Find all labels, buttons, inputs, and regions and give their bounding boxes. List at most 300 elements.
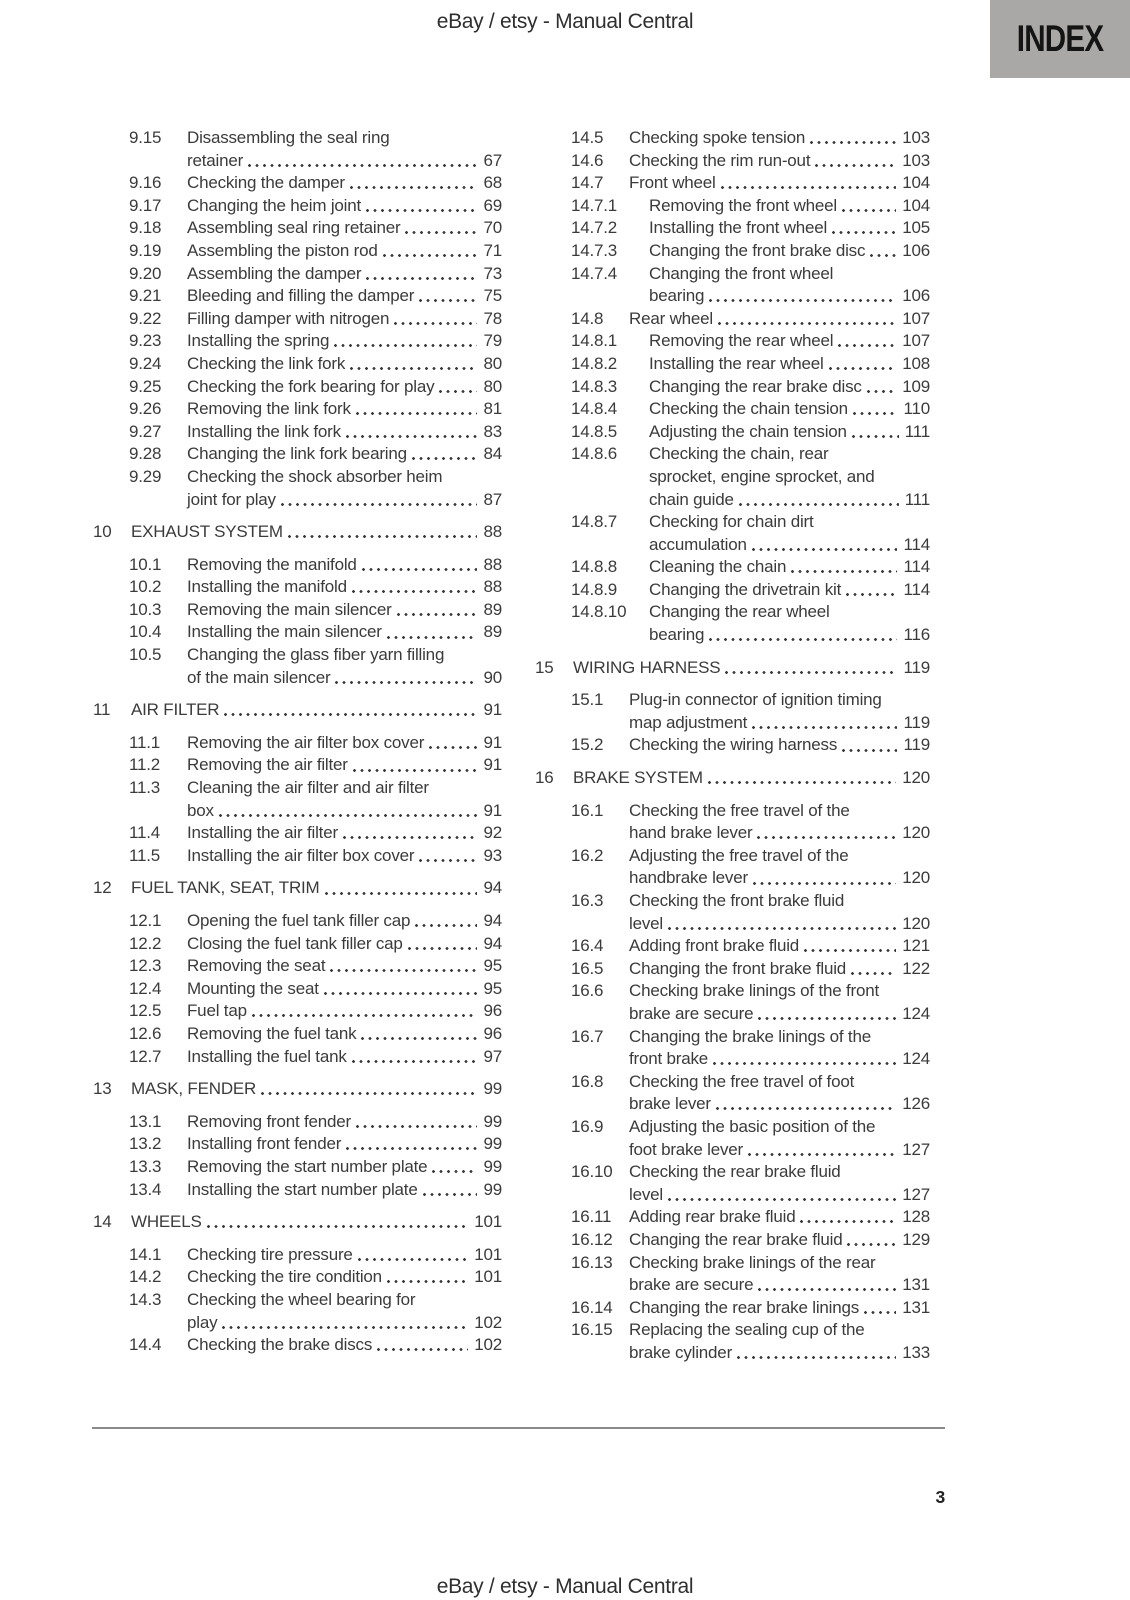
toc-entry-number: 10.3 xyxy=(129,599,162,619)
toc-entry-dot-leader xyxy=(709,637,897,642)
toc-entry-last-line xyxy=(629,172,930,195)
toc-entry xyxy=(535,353,930,376)
toc-entry-last-line xyxy=(629,1206,930,1229)
toc-entry-dot-leader xyxy=(716,1106,896,1111)
toc-entry-last-line xyxy=(629,308,930,331)
toc-entry-body xyxy=(649,195,930,218)
toc-entry-number: 9.22 xyxy=(129,308,162,328)
toc-entry-page: 90 xyxy=(483,667,502,687)
toc-entry-body xyxy=(187,777,502,822)
toc-entry-title-line: Replacing the sealing cup of the xyxy=(629,1320,865,1340)
toc-entry-number: 9.18 xyxy=(129,218,162,238)
index-badge xyxy=(990,0,1130,78)
toc-entry-body xyxy=(629,734,930,757)
toc-entry-dot-leader xyxy=(394,321,477,326)
toc-entry-body xyxy=(187,376,502,399)
toc-entry-last-line xyxy=(629,734,930,757)
toc-entry-title-line: Checking the chain tension xyxy=(649,399,848,419)
toc-entry-number: 14.8.4 xyxy=(571,399,618,419)
toc-entry-last-line xyxy=(649,489,930,512)
toc-entry xyxy=(93,822,502,845)
toc-entry-number: 10.5 xyxy=(129,645,162,665)
toc-entry-last-line xyxy=(649,398,930,421)
toc-entry-last-line xyxy=(187,599,502,622)
toc-entry-body xyxy=(187,443,502,466)
toc-entry-last-line xyxy=(187,667,502,690)
toc-entry-title-line: Changing the brake linings of the xyxy=(629,1026,871,1046)
toc-entry-title-line: Checking spoke tension xyxy=(629,128,806,147)
toc-entry-last-line xyxy=(187,576,502,599)
toc-entry-title-line: Installing front fender xyxy=(187,1134,342,1154)
toc-entry-body xyxy=(187,732,502,755)
toc-entry-page: 119 xyxy=(903,735,930,755)
toc-entry-last-line xyxy=(187,330,502,353)
toc-entry-title-line: level xyxy=(629,913,663,933)
toc-entry-dot-leader xyxy=(405,230,477,235)
toc-entry-last-line xyxy=(629,712,930,735)
toc-entry xyxy=(93,398,502,421)
toc-entry-last-line xyxy=(187,800,502,823)
toc-entry xyxy=(535,308,930,331)
toc-entry-dot-leader xyxy=(397,612,478,617)
toc-entry-last-line xyxy=(187,421,502,444)
toc-entry-last-line xyxy=(629,150,930,173)
toc-entry-last-line xyxy=(187,398,502,421)
toc-entry-number: 13.3 xyxy=(129,1156,162,1176)
toc-entry-title-line: AIR FILTER xyxy=(131,700,220,720)
toc-entry-dot-leader xyxy=(383,253,478,258)
toc-entry-body xyxy=(187,599,502,622)
toc-entry-last-line xyxy=(131,1078,502,1101)
toc-entry-body xyxy=(187,308,502,331)
toc-entry xyxy=(535,845,930,890)
toc-entry-number: 13.2 xyxy=(129,1134,162,1154)
toc-entry-title-line: front brake xyxy=(629,1049,709,1069)
toc-entry-number: 12.5 xyxy=(129,1001,162,1021)
toc-entry-body xyxy=(649,421,930,444)
toc-entry-dot-leader xyxy=(361,1036,477,1041)
toc-entry xyxy=(93,599,502,622)
toc-entry-body xyxy=(187,1334,502,1357)
toc-entry-page: 69 xyxy=(483,195,502,215)
page-title: eBay / etsy - Manual Central xyxy=(436,10,694,33)
toc-entry-body xyxy=(649,601,930,646)
toc-entry-body xyxy=(131,877,502,900)
toc-entry xyxy=(535,1252,930,1297)
toc-entry-page: 106 xyxy=(902,240,930,260)
toc-entry-body xyxy=(629,1026,930,1071)
toc-entry-title-line: Changing the rear wheel xyxy=(649,602,830,622)
toc-entry-dot-leader xyxy=(842,748,897,753)
toc-entry-page: 73 xyxy=(483,263,502,283)
toc-entry-title-line: Checking for chain dirt xyxy=(649,512,814,532)
toc-entry-page: 128 xyxy=(902,1207,930,1227)
toc-entry-dot-leader xyxy=(408,946,478,951)
toc-entry-title-line: Changing the link fork bearing xyxy=(187,444,407,464)
toc-entry-number: 14.8 xyxy=(571,308,604,328)
toc-entry xyxy=(535,1026,930,1071)
toc-entry-dot-leader xyxy=(853,411,898,416)
toc-entry xyxy=(93,1023,502,1046)
toc-entry-page: 121 xyxy=(902,936,930,956)
toc-entry xyxy=(535,935,930,958)
toc-entry-dot-leader xyxy=(810,140,896,145)
toc-entry-body xyxy=(187,398,502,421)
toc-entry-page: 71 xyxy=(483,240,502,260)
toc-entry xyxy=(535,980,930,1025)
toc-entry-body xyxy=(187,172,502,195)
toc-entry-dot-leader xyxy=(851,971,896,976)
toc-entry-number: 11.5 xyxy=(129,845,161,865)
toc-entry-last-line xyxy=(629,1184,930,1207)
toc-entry-last-line xyxy=(649,195,930,218)
toc-entry-page: 81 xyxy=(483,399,502,419)
toc-entry-dot-leader xyxy=(334,343,477,348)
toc-entry-last-line xyxy=(187,933,502,956)
toc-entry-body xyxy=(649,240,930,263)
toc-entry xyxy=(93,777,502,822)
toc-entry-body xyxy=(187,466,502,511)
toc-entry-page: 95 xyxy=(483,978,502,998)
toc-entry-number: 12 xyxy=(93,878,112,898)
toc-entry-title-line: Mounting the seat xyxy=(187,978,319,998)
toc-entry-title-line: brake lever xyxy=(629,1094,711,1114)
toc-entry-title-line: Checking the front brake fluid xyxy=(629,891,845,910)
toc-entry-dot-leader xyxy=(721,185,897,190)
toc-entry xyxy=(535,1071,930,1116)
toc-entry-page: 99 xyxy=(483,1111,502,1131)
toc-entry-dot-leader xyxy=(387,1279,468,1284)
toc-entry xyxy=(535,511,930,556)
toc-entry-dot-leader xyxy=(752,725,897,730)
toc-entry-title-line: Front wheel xyxy=(629,173,716,193)
toc-entry-last-line xyxy=(629,1229,930,1252)
toc-entry xyxy=(93,263,502,286)
toc-entry-dot-leader xyxy=(412,456,478,461)
toc-entry-number: 14 xyxy=(93,1212,112,1232)
toc-entry-last-line xyxy=(131,521,502,544)
toc-entry-body xyxy=(187,1244,502,1267)
toc-entry-dot-leader xyxy=(358,1257,469,1262)
toc-entry-last-line xyxy=(187,1179,502,1202)
page-number: 3 xyxy=(935,1487,945,1507)
toc-entry-number: 14.7 xyxy=(571,173,604,193)
toc-entry-title-line: brake cylinder xyxy=(629,1342,733,1362)
toc-entry xyxy=(535,217,930,240)
toc-entry-number: 13 xyxy=(93,1079,112,1099)
toc-entry-body xyxy=(629,1116,930,1161)
toc-entry-title-line: brake are secure xyxy=(629,1275,754,1295)
toc-entry-page: 108 xyxy=(902,353,930,373)
toc-entry-last-line xyxy=(187,285,502,308)
toc-entry xyxy=(535,443,930,511)
toc-entry-page: 101 xyxy=(474,1267,502,1287)
toc-entry-dot-leader xyxy=(350,366,477,371)
toc-entry-number: 14.8.2 xyxy=(571,353,618,373)
toc-entry-dot-leader xyxy=(366,276,477,281)
toc-entry-body xyxy=(187,1111,502,1134)
toc-entry-page: 99 xyxy=(483,1079,502,1099)
toc-entry-title-line: WHEELS xyxy=(131,1212,202,1232)
toc-entry-number: 14.8.8 xyxy=(571,557,618,577)
toc-entry-title-line: Filling damper with nitrogen xyxy=(187,308,390,328)
toc-entry-number: 9.21 xyxy=(129,286,162,306)
toc-entry-body xyxy=(649,511,930,556)
toc-entry-dot-leader xyxy=(870,253,896,258)
toc-entry-page: 101 xyxy=(474,1244,502,1264)
toc-entry-dot-leader xyxy=(252,1013,478,1018)
toc-entry-last-line xyxy=(629,913,930,936)
toc-entry-dot-leader xyxy=(852,434,899,439)
toc-entry-title-line: brake are secure xyxy=(629,1003,754,1023)
toc-entry xyxy=(93,933,502,956)
toc-entry-dot-leader xyxy=(791,569,897,574)
toc-column-right xyxy=(535,127,930,1364)
toc-entry xyxy=(93,1289,502,1334)
toc-entry-number: 9.28 xyxy=(129,444,162,464)
toc-entry-number: 15.2 xyxy=(571,735,604,755)
toc-entry-last-line xyxy=(187,217,502,240)
toc-entry-number: 15 xyxy=(535,657,554,677)
toc-entry-body xyxy=(629,1206,930,1229)
toc-entry-body xyxy=(187,933,502,956)
toc-entry-title-line: Assembling the damper xyxy=(187,263,362,283)
toc-entry-dot-leader xyxy=(757,835,896,840)
toc-entry-dot-leader xyxy=(867,389,897,394)
toc-entry-page: 78 xyxy=(483,308,502,328)
toc-entry-page: 93 xyxy=(483,845,502,865)
toc-entry-dot-leader xyxy=(346,1146,477,1151)
toc-entry-title-line: Removing front fender xyxy=(187,1111,351,1131)
toc-entry-body xyxy=(187,644,502,689)
toc-entry xyxy=(535,263,930,308)
toc-entry-number: 9.25 xyxy=(129,376,162,396)
toc-entry-number: 14.3 xyxy=(129,1289,162,1309)
toc-entry-title-line: Removing the front wheel xyxy=(649,195,837,215)
toc-entry-dot-leader xyxy=(708,780,896,785)
toc-entry-dot-leader xyxy=(288,534,478,539)
toc-entry xyxy=(535,958,930,981)
toc-entry-dot-leader xyxy=(737,1355,896,1360)
toc-entry-title-line: FUEL TANK, SEAT, TRIM xyxy=(131,878,320,898)
toc-entry xyxy=(93,1078,502,1101)
toc-entry-body xyxy=(187,910,502,933)
toc-entry xyxy=(535,767,930,790)
toc-entry xyxy=(535,1229,930,1252)
toc-entry-body xyxy=(187,240,502,263)
toc-entry-page: 119 xyxy=(903,657,930,677)
toc-entry-dot-leader xyxy=(846,592,897,597)
toc-entry-title-line: EXHAUST SYSTEM xyxy=(131,522,283,542)
toc-entry-page: 102 xyxy=(474,1312,502,1332)
toc-entry-page: 99 xyxy=(483,1156,502,1176)
toc-entry xyxy=(535,556,930,579)
toc-entry-number: 11.4 xyxy=(129,823,161,843)
toc-entry-last-line xyxy=(187,1111,502,1134)
toc-entry xyxy=(93,845,502,868)
toc-entry xyxy=(535,890,930,935)
toc-entry-last-line xyxy=(187,376,502,399)
toc-entry-title-line: Changing the glass fiber yarn filling xyxy=(187,645,445,665)
toc-entry-last-line xyxy=(629,867,930,890)
toc-entry-title-line: Assembling the piston rod xyxy=(187,240,378,260)
toc-entry-number: 14.1 xyxy=(129,1244,162,1264)
toc-entry-number: 16.13 xyxy=(571,1252,613,1272)
toc-entry-dot-leader xyxy=(829,366,897,371)
toc-entry xyxy=(93,1046,502,1069)
toc-entry-page: 116 xyxy=(903,625,930,645)
toc-entry-page: 127 xyxy=(902,1184,930,1204)
toc-entry xyxy=(535,657,930,680)
toc-entry-last-line xyxy=(573,767,930,790)
toc-entry-body xyxy=(573,767,930,790)
toc-entry xyxy=(93,1179,502,1202)
toc-entry-dot-leader xyxy=(847,1242,896,1247)
toc-entry-dot-leader xyxy=(224,712,477,717)
toc-entry-dot-leader xyxy=(842,208,896,213)
toc-entry-page: 122 xyxy=(902,958,930,978)
toc-entry-title-line: bearing xyxy=(649,625,705,645)
toc-entry-dot-leader xyxy=(330,968,477,973)
toc-entry-number: 14.8.3 xyxy=(571,376,618,396)
toc-entry-last-line xyxy=(187,1266,502,1289)
toc-entry-last-line xyxy=(649,217,930,240)
toc-entry-last-line xyxy=(187,910,502,933)
toc-entry-page: 91 xyxy=(483,755,502,775)
toc-entry-page: 95 xyxy=(483,956,502,976)
toc-entry-dot-leader xyxy=(432,1169,477,1174)
toc-entry-number: 9.23 xyxy=(129,331,162,351)
toc-entry-dot-leader xyxy=(350,185,478,190)
toc-entry-number: 15.1 xyxy=(571,690,604,710)
toc-entry-body xyxy=(187,554,502,577)
toc-entry-dot-leader xyxy=(668,926,896,931)
toc-entry-title-line: Checking the chain, rear xyxy=(649,444,829,464)
toc-entry-body xyxy=(629,308,930,331)
toc-entry-body xyxy=(187,263,502,286)
toc-entry-body xyxy=(649,398,930,421)
toc-entry-number: 14.4 xyxy=(129,1335,162,1355)
toc-entry-body xyxy=(187,1179,502,1202)
toc-entry-body xyxy=(629,1297,930,1320)
toc-entry-last-line xyxy=(187,308,502,331)
toc-entry xyxy=(535,195,930,218)
toc-entry-body xyxy=(629,1252,930,1297)
toc-entry-number: 9.26 xyxy=(129,399,162,419)
toc-entry-last-line xyxy=(629,1297,930,1320)
toc-entry-title-line: Checking the rim run-out xyxy=(629,150,811,170)
toc-entry-page: 109 xyxy=(902,376,930,396)
toc-entry-dot-leader xyxy=(346,434,478,439)
toc-entry-page: 67 xyxy=(483,150,502,170)
toc-entry-body xyxy=(629,1071,930,1116)
toc-entry-number: 10.4 xyxy=(129,622,162,642)
toc-entry-title-line: Changing the front wheel xyxy=(649,263,834,283)
toc-entry-body xyxy=(649,330,930,353)
toc-entry-number: 12.3 xyxy=(129,956,162,976)
toc-entry-title-line: Checking the wheel bearing for xyxy=(187,1289,416,1309)
toc-entry-page: 124 xyxy=(902,1049,930,1069)
toc-entry-number: 14.7.2 xyxy=(571,218,618,238)
toc-entry xyxy=(535,150,930,173)
toc-entry-title-line: Removing the main silencer xyxy=(187,599,392,619)
toc-entry-body xyxy=(629,890,930,935)
toc-entry-number: 12.2 xyxy=(129,933,162,953)
toc-entry-dot-leader xyxy=(758,1287,896,1292)
toc-entry-title-line: Removing the manifold xyxy=(187,554,357,574)
toc-entry-dot-leader xyxy=(377,1347,468,1352)
toc-entry-dot-leader xyxy=(748,1152,896,1157)
toc-entry xyxy=(93,644,502,689)
toc-entry xyxy=(93,1133,502,1156)
toc-entry-number: 14.6 xyxy=(571,150,604,170)
toc-entry-page: 114 xyxy=(903,557,930,577)
toc-entry-number: 14.8.10 xyxy=(571,602,627,622)
toc-entry-last-line xyxy=(629,1003,930,1026)
toc-entry-last-line xyxy=(187,443,502,466)
toc-entry-title-line: handbrake lever xyxy=(629,868,748,888)
toc-entry-title-line: accumulation xyxy=(649,534,747,554)
toc-entry xyxy=(93,1156,502,1179)
index-badge-label: INDEX xyxy=(1016,17,1104,59)
toc-entry-title-line: chain guide xyxy=(649,489,734,509)
toc-entry-number: 14.2 xyxy=(129,1267,162,1287)
toc-entry-last-line xyxy=(187,263,502,286)
toc-entry-page: 111 xyxy=(904,421,930,441)
toc-entry-title-line: WIRING HARNESS xyxy=(573,657,721,677)
toc-entry-dot-leader xyxy=(325,891,478,896)
toc-entry-dot-leader xyxy=(713,1061,896,1066)
toc-entry-last-line xyxy=(187,754,502,777)
toc-entry-body xyxy=(629,800,930,845)
toc-entry-body xyxy=(131,1078,502,1101)
toc-entry-number: 16.15 xyxy=(571,1320,613,1340)
toc-entry xyxy=(93,699,502,722)
toc-entry-last-line xyxy=(187,822,502,845)
toc-entry xyxy=(535,689,930,734)
toc-entry xyxy=(535,376,930,399)
toc-entry-dot-leader xyxy=(335,680,477,685)
toc-entry-page: 94 xyxy=(483,911,502,930)
toc-entry-last-line xyxy=(187,621,502,644)
toc-entry xyxy=(93,877,502,900)
toc-entry-dot-leader xyxy=(415,923,477,928)
toc-entry-title-line: Checking the damper xyxy=(187,173,345,193)
toc-entry-dot-leader xyxy=(815,163,896,168)
toc-entry-number: 14.8.6 xyxy=(571,444,618,464)
toc-entry-dot-leader xyxy=(219,813,478,818)
toc-entry-last-line xyxy=(187,955,502,978)
toc-entry-dot-leader xyxy=(281,502,478,507)
toc-entry xyxy=(93,308,502,331)
toc-entry-page: 91 xyxy=(483,732,502,752)
toc-entry-title-line: Checking brake linings of the rear xyxy=(629,1252,876,1272)
toc-entry-title-line: Installing the spring xyxy=(187,331,330,351)
toc-entry-page: 133 xyxy=(902,1342,930,1362)
toc-entry-last-line xyxy=(187,489,502,512)
toc-entry xyxy=(93,217,502,240)
toc-entry-page: 94 xyxy=(483,878,502,898)
toc-entry-title-line: Plug-in connector of ignition timing xyxy=(629,690,882,710)
toc-entry xyxy=(93,754,502,777)
toc-entry-title-line: BRAKE SYSTEM xyxy=(573,768,703,788)
toc-entry-body xyxy=(187,955,502,978)
toc-entry-body xyxy=(131,521,502,544)
toc-entry-body xyxy=(187,127,502,172)
toc-entry xyxy=(93,466,502,511)
toc-entry-dot-leader xyxy=(800,1219,896,1224)
toc-entry-number: 16.1 xyxy=(571,800,604,820)
